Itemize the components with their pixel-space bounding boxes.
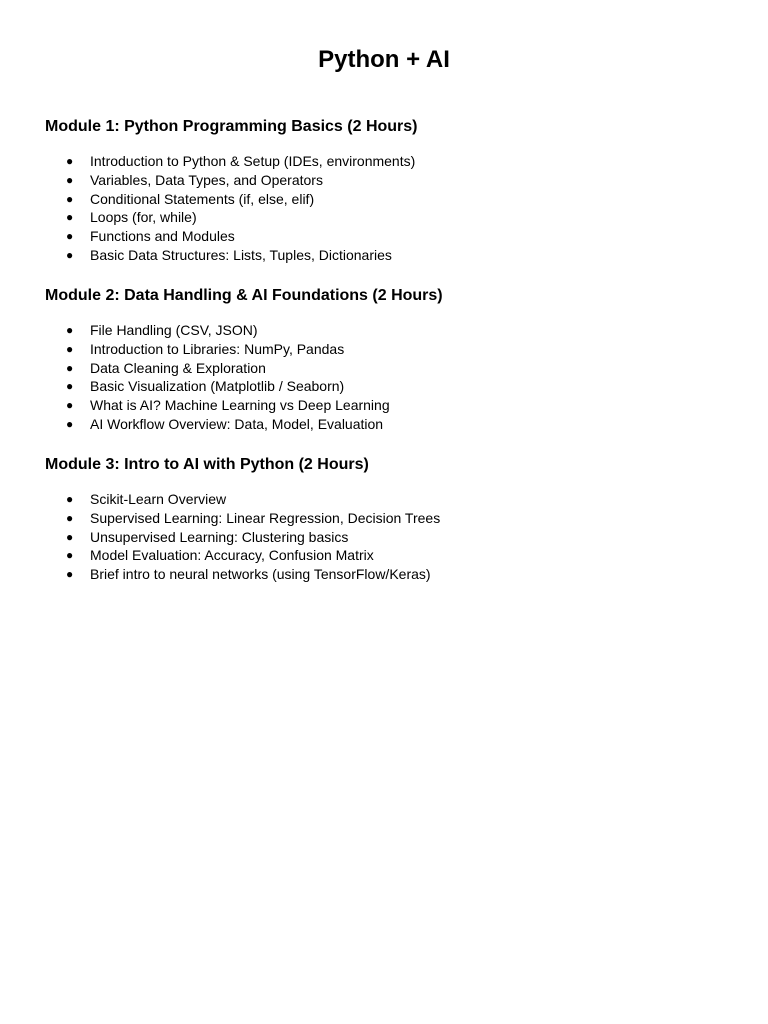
list-item-text: Functions and Modules — [90, 228, 235, 245]
list-item-text: Basic Data Structures: Lists, Tuples, Dictionaries — [90, 246, 392, 263]
list-item — [45, 415, 725, 434]
list-item — [45, 321, 725, 340]
bullet-icon: ● — [66, 510, 74, 525]
list-item — [45, 490, 725, 509]
list-item-text: Brief intro to neural networks (using TensorFlow/Keras) — [90, 566, 431, 583]
bullet-icon: ● — [66, 416, 74, 431]
list-item — [45, 528, 725, 547]
bullet-icon: ● — [66, 360, 74, 375]
module-1-section — [45, 116, 725, 265]
list-item-text: File Handling (CSV, JSON) — [90, 322, 258, 338]
module-1-topic-list — [45, 152, 725, 265]
document-title: Python + AI — [318, 46, 450, 73]
module-3-heading: Module 3: Intro to AI with Python (2 Hours) — [45, 456, 369, 473]
bullet-icon: ● — [66, 247, 74, 262]
list-item-text: Variables, Data Types, and Operators — [90, 171, 323, 188]
list-item — [45, 246, 725, 265]
module-1-heading: Module 1: Python Programming Basics (2 Hours) — [45, 118, 418, 135]
bullet-icon: ● — [66, 172, 74, 187]
list-item-text: Conditional Statements (if, else, elif) — [90, 190, 315, 207]
list-item — [45, 208, 725, 227]
list-item-text: Introduction to Python & Setup (IDEs, environments) — [90, 153, 416, 169]
list-item — [45, 565, 725, 584]
list-item — [45, 377, 725, 396]
list-item-text: Scikit-Learn Overview — [90, 491, 227, 507]
list-item-text: Unsupervised Learning: Clustering basics — [90, 528, 349, 545]
bullet-icon: ● — [66, 154, 74, 168]
module-2-topic-list — [45, 321, 725, 434]
list-item-text: What is AI? Machine Learning vs Deep Learning — [90, 397, 390, 414]
bullet-icon: ● — [66, 323, 74, 337]
list-item — [45, 190, 725, 209]
bullet-icon: ● — [66, 529, 74, 544]
list-item — [45, 340, 725, 359]
bullet-icon: ● — [66, 210, 74, 225]
list-item — [45, 546, 725, 565]
list-item — [45, 359, 725, 378]
module-3-section — [45, 454, 725, 584]
module-3-topic-list — [45, 490, 725, 584]
bullet-icon: ● — [66, 191, 74, 206]
bullet-icon: ● — [66, 379, 74, 394]
list-item-text: AI Workflow Overview: Data, Model, Evaluation — [90, 415, 384, 432]
bullet-icon: ● — [66, 229, 74, 244]
list-item-text: Data Cleaning & Exploration — [90, 359, 266, 376]
module-2-section — [45, 285, 725, 434]
bullet-icon: ● — [66, 341, 74, 356]
bullet-icon: ● — [66, 567, 74, 582]
list-item — [45, 396, 725, 415]
list-item-text: Loops (for, while) — [90, 209, 197, 226]
module-2-heading: Module 2: Data Handling & AI Foundations (2 Hours) — [45, 287, 443, 304]
list-item — [45, 152, 725, 171]
bullet-icon: ● — [66, 548, 74, 563]
list-item-text: Supervised Learning: Linear Regression, Decision Trees — [90, 509, 441, 526]
list-item-text: Introduction to Libraries: NumPy, Pandas — [90, 340, 345, 357]
list-item-text: Model Evaluation: Accuracy, Confusion Matrix — [90, 547, 374, 564]
list-item — [45, 227, 725, 246]
list-item — [45, 509, 725, 528]
bullet-icon: ● — [66, 492, 74, 506]
list-item-text: Basic Visualization (Matplotlib / Seaborn) — [90, 378, 345, 395]
list-item — [45, 171, 725, 190]
bullet-icon: ● — [66, 398, 74, 413]
